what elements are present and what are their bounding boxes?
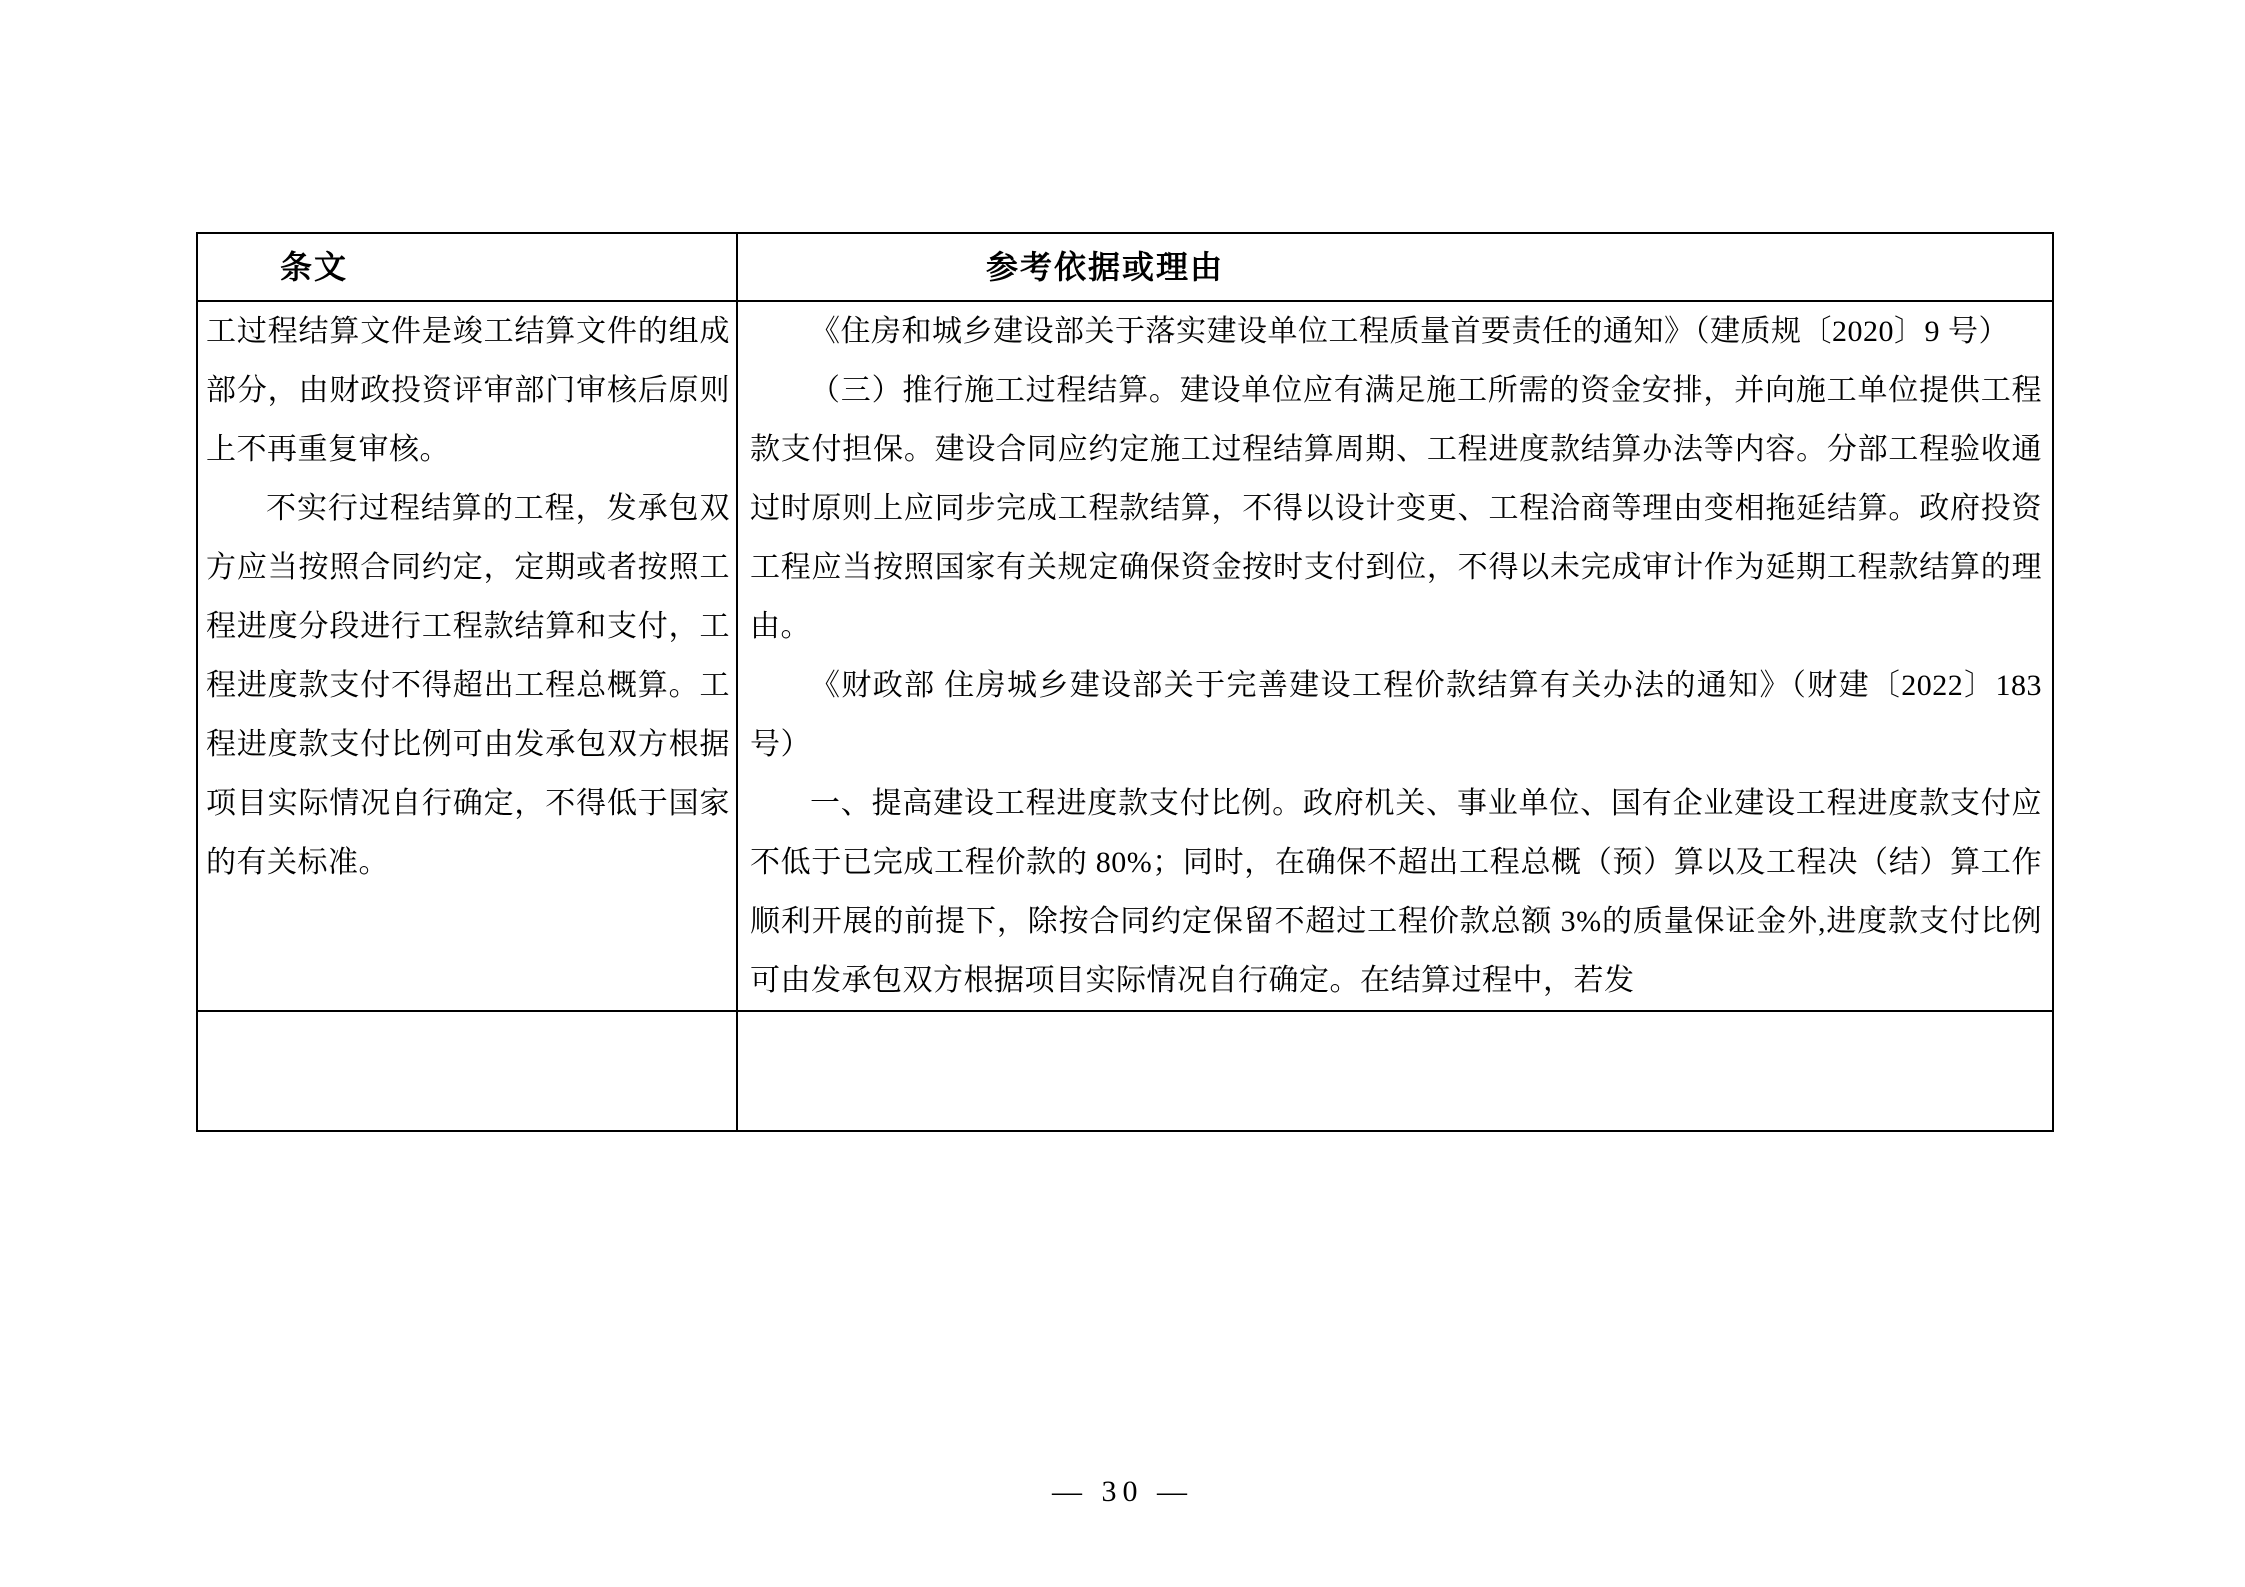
column-header-article (197, 233, 737, 301)
cell-basis-empty (737, 1011, 2053, 1131)
table-header-row (197, 233, 2053, 301)
cell-article-empty (197, 1011, 737, 1131)
basis-paragraph-1: 《住房和城乡建设部关于落实建设单位工程质量首要责任的通知》（建质规〔2020〕9 号） (810, 315, 2009, 348)
table-spacer-row (197, 1011, 2053, 1131)
basis-paragraph-2: （三）推行施工过程结算。建设单位应有满足施工所需的资金安排，并向施工单位提供工程款支付担保。建设合同应约定施工过程结算周期、工程进度款结算办法等内容。分部工程验收通过时原则上应同步完成工程款结算，不得以设计变更、工程洽商等理由变相拖延结算。政府投资工程应当按照国家有关规定确保资金按时支付到位，不得以未完成审计作为延期工程款结算的理由。 (750, 374, 2042, 643)
basis-paragraph-4: 一、提高建设工程进度款支付比例。政府机关、事业单位、国有企业建设工程进度款支付应不低于已完成工程价款的 80%；同时，在确保不超出工程总概（预）算以及工程决（结）算工作顺利开展的前提下，除按合同约定保留不超过工程价款总额 3%的质量保证金外,进度款支付比例可由发承包双方根据项目实际情况自行确定。在结算过程中，若发 (750, 787, 2042, 997)
article-paragraph-1: 工过程结算文件是竣工结算文件的组成部分，由财政投资评审部门审核后原则上不再重复审核。 (206, 315, 730, 466)
column-header-article-label: 条文 (280, 249, 349, 285)
table-row (197, 301, 2053, 1011)
column-header-basis-label: 参考依据或理由 (986, 249, 1225, 285)
article-paragraph-2: 不实行过程结算的工程，发承包双方应当按照合同约定，定期或者按照工程进度分段进行工程款结算和支付，工程进度款支付不得超出工程总概算。工程进度款支付比例可由发承包双方根据项目实际情况自行确定，不得低于国家的有关标准。 (206, 492, 730, 879)
cell-article-text (197, 301, 737, 1011)
basis-paragraph-3: 《财政部 住房城乡建设部关于完善建设工程价款结算有关办法的通知》（财建〔2022〕183 号） (750, 669, 2042, 761)
page-number: — 30 — (1052, 1475, 1193, 1508)
reference-table (196, 232, 2054, 1132)
cell-basis-text (737, 301, 2053, 1011)
column-header-basis (737, 233, 2053, 301)
